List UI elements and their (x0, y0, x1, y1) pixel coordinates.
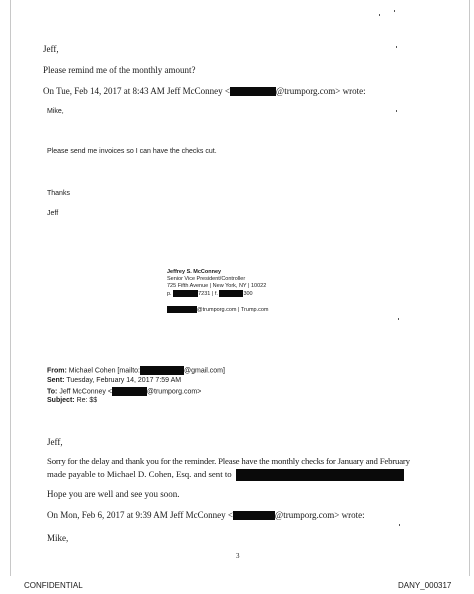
sent-value: Tuesday, February 14, 2017 7:59 AM (66, 377, 182, 384)
quote-header-prefix: On Mon, Feb 6, 2017 at 9:39 AM Jeff McConney < (47, 510, 233, 520)
phone-prefix: p. (167, 290, 172, 297)
sent-label: Sent: (47, 377, 65, 384)
email2-salutation: Jeff, (47, 437, 63, 447)
signature-title: Senior Vice President/Controller (167, 276, 246, 282)
scan-speck (399, 524, 400, 526)
signature-email (167, 306, 269, 313)
scan-speck (398, 318, 399, 320)
page-number: 3 (236, 552, 240, 560)
quoted1-body: Please send me invoices so I can have the checks cut. (47, 148, 217, 155)
quoted1-salutation: Mike, (47, 108, 64, 115)
redaction-bar (219, 290, 243, 297)
signature-phone (167, 290, 253, 297)
forward-from (47, 366, 225, 375)
email2-quote-header (47, 510, 365, 520)
email1-body: Please remind me of the monthly amount? (43, 65, 196, 75)
email1-salutation: Jeff, (43, 44, 59, 54)
scan-speck (396, 110, 397, 112)
scan-speck (379, 14, 380, 16)
forward-to (47, 387, 201, 396)
footer-bates-number: DANY_000317 (398, 581, 452, 590)
redaction-bar (236, 469, 404, 481)
to-label: To: (47, 388, 58, 396)
from-value-prefix: Michael Cohen [mailto: (68, 367, 140, 375)
email2-body-line2 (47, 469, 404, 481)
quote-header-prefix: On Tue, Feb 14, 2017 at 8:43 AM Jeff McConney < (43, 86, 230, 96)
quote-header-domain: @trumporg.com> wrote: (275, 86, 366, 96)
from-value-suffix: @gmail.com] (184, 367, 225, 375)
to-value-suffix: @trumporg.com> (146, 388, 202, 396)
signature-name: Jeffrey S. McConney (167, 269, 222, 275)
quote-header-domain: @trumporg.com> wrote: (274, 510, 365, 520)
footer-confidential: CONFIDENTIAL (24, 581, 83, 590)
phone-end: 300 (243, 290, 253, 297)
phone-mid: 7231 | f. (198, 290, 218, 297)
from-label: From: (47, 367, 67, 375)
email1-quote-header (43, 86, 366, 96)
subject-value: Re: $$ (76, 397, 98, 404)
body-line2-text: made payable to Michael D. Cohen, Esq. and sent to (47, 469, 232, 480)
scan-speck (396, 46, 397, 48)
redaction-bar (140, 366, 184, 375)
signature-address: 725 Fifth Avenue | New York, NY | 10022 (167, 283, 267, 289)
scan-speck (394, 10, 395, 12)
redaction-bar (112, 387, 147, 396)
email2-body-line1: Sorry for the delay and thank you for the reminder. Please have the monthly checks for January and February (47, 456, 410, 466)
forward-sent (47, 377, 181, 384)
email2-next-salutation: Mike, (47, 533, 69, 543)
redaction-bar (233, 511, 275, 520)
subject-label: Subject: (47, 397, 75, 404)
signature-email-suffix: @trumporg.com | Trump.com (197, 306, 269, 313)
page-frame-right (469, 0, 470, 576)
page-frame-left (10, 0, 11, 576)
redaction-bar (173, 290, 198, 297)
email2-closing: Hope you are well and see you soon. (47, 489, 180, 499)
redaction-bar (230, 87, 276, 96)
to-value-prefix: Jeff McConney < (59, 388, 112, 396)
quoted1-closing: Thanks (47, 190, 70, 197)
quoted1-name: Jeff (47, 210, 59, 217)
redaction-bar (167, 306, 197, 313)
forward-subject (47, 397, 97, 404)
